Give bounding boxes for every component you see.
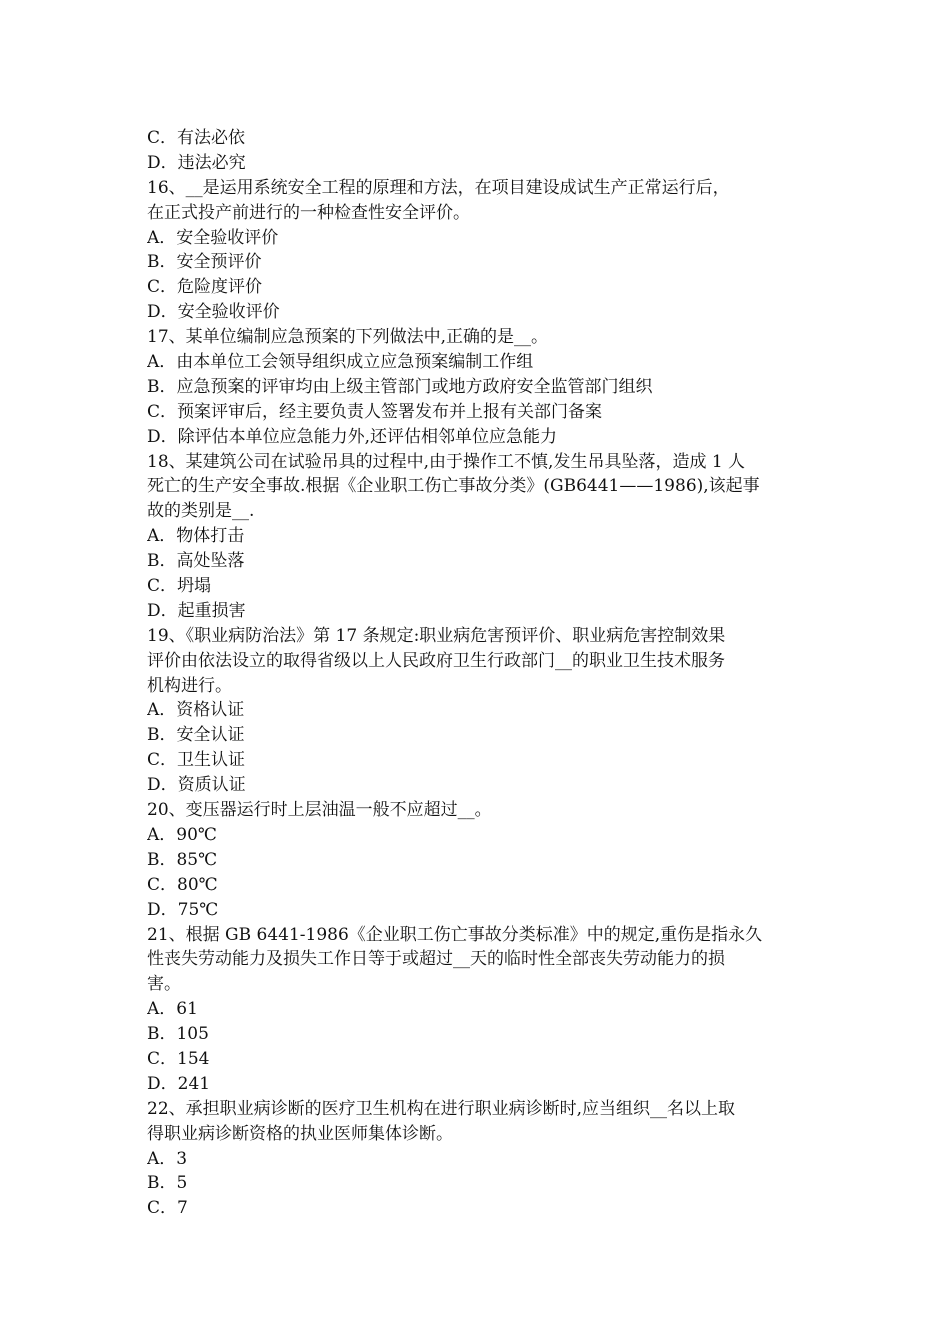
answer-option: B．安全预评价 xyxy=(147,252,262,273)
answer-option: B．安全认证 xyxy=(147,725,245,746)
answer-option: D．资质认证 xyxy=(147,775,246,796)
answer-option: B．5 xyxy=(147,1173,188,1194)
answer-option: A．物体打击 xyxy=(147,526,245,547)
answer-option: A．3 xyxy=(147,1148,188,1169)
answer-option: D．起重损害 xyxy=(147,600,246,621)
answer-option: B．105 xyxy=(147,1024,209,1045)
answer-option: A．90℃ xyxy=(147,824,217,845)
answer-option: C．80℃ xyxy=(147,874,218,895)
answer-option: B．应急预案的评审均由上级主管部门或地方政府安全监管部门组织 xyxy=(147,376,653,397)
answer-option: D．241 xyxy=(147,1073,211,1094)
question-text-line: 18、某建筑公司在试验吊具的过程中,由于操作工不慎,发生吊具坠落，造成 1 人 xyxy=(147,451,746,472)
answer-option: C．坍塌 xyxy=(147,576,212,597)
answer-option: D．75℃ xyxy=(147,899,219,920)
question-text-line: 死亡的生产安全事故.根据《企业职工伤亡事故分类》(GB6441——1986),该起事 xyxy=(147,476,760,497)
question-text-line: 害。 xyxy=(147,974,181,995)
question-text-line: 性丧失劳动能力及损失工作日等于或超过__天的临时性全部丧失劳动能力的损 xyxy=(147,949,725,970)
question-text-line: 机构进行。 xyxy=(147,675,232,696)
answer-option: C．预案评审后，经主要负责人签署发布并上报有关部门备案 xyxy=(147,401,603,422)
answer-option: C．154 xyxy=(147,1048,210,1069)
answer-option: B．高处坠落 xyxy=(147,551,245,572)
answer-option: B．85℃ xyxy=(147,849,218,870)
answer-option: A．由本单位工会领导组织成立应急预案编制工作组 xyxy=(147,352,534,373)
answer-option: A．资格认证 xyxy=(147,700,245,721)
answer-option: C．卫生认证 xyxy=(147,750,246,771)
answer-option: D．违法必究 xyxy=(147,152,246,173)
answer-option: C．有法必依 xyxy=(147,128,246,148)
answer-option: A．安全验收评价 xyxy=(147,227,279,248)
question-text-line: 得职业病诊断资格的执业医师集体诊断。 xyxy=(147,1123,453,1144)
answer-option: A．61 xyxy=(147,999,198,1020)
question-text-line: 22、承担职业病诊断的医疗卫生机构在进行职业病诊断时,应当组织__名以上取 xyxy=(147,1098,736,1119)
question-text-block xyxy=(147,126,812,1221)
answer-option: D．除评估本单位应急能力外,还评估相邻单位应急能力 xyxy=(147,426,558,447)
question-text-line: 在正式投产前进行的一种检查性安全评价。 xyxy=(147,202,470,223)
answer-option: D．安全验收评价 xyxy=(147,302,280,323)
question-text-line: 故的类别是__. xyxy=(147,501,255,522)
question-text-line: 19、《职业病防治法》第 17 条规定:职业病危害预评价、职业病危害控制效果 xyxy=(147,625,726,646)
question-text-line: 17、某单位编制应急预案的下列做法中,正确的是__。 xyxy=(147,327,549,348)
question-text-line: 16、__是运用系统安全工程的原理和方法，在项目建设成试生产正常运行后， xyxy=(147,177,730,198)
question-text-line: 21、根据 GB 6441-1986《企业职工伤亡事故分类标准》中的规定,重伤是指永久 xyxy=(147,924,763,945)
question-text-line: 评价由依法设立的取得省级以上人民政府卫生行政部门__的职业卫生技术服务 xyxy=(147,650,725,671)
answer-option: C．7 xyxy=(147,1198,188,1219)
answer-option: C．危险度评价 xyxy=(147,277,263,298)
question-text-line: 20、变压器运行时上层油温一般不应超过__。 xyxy=(147,800,492,821)
